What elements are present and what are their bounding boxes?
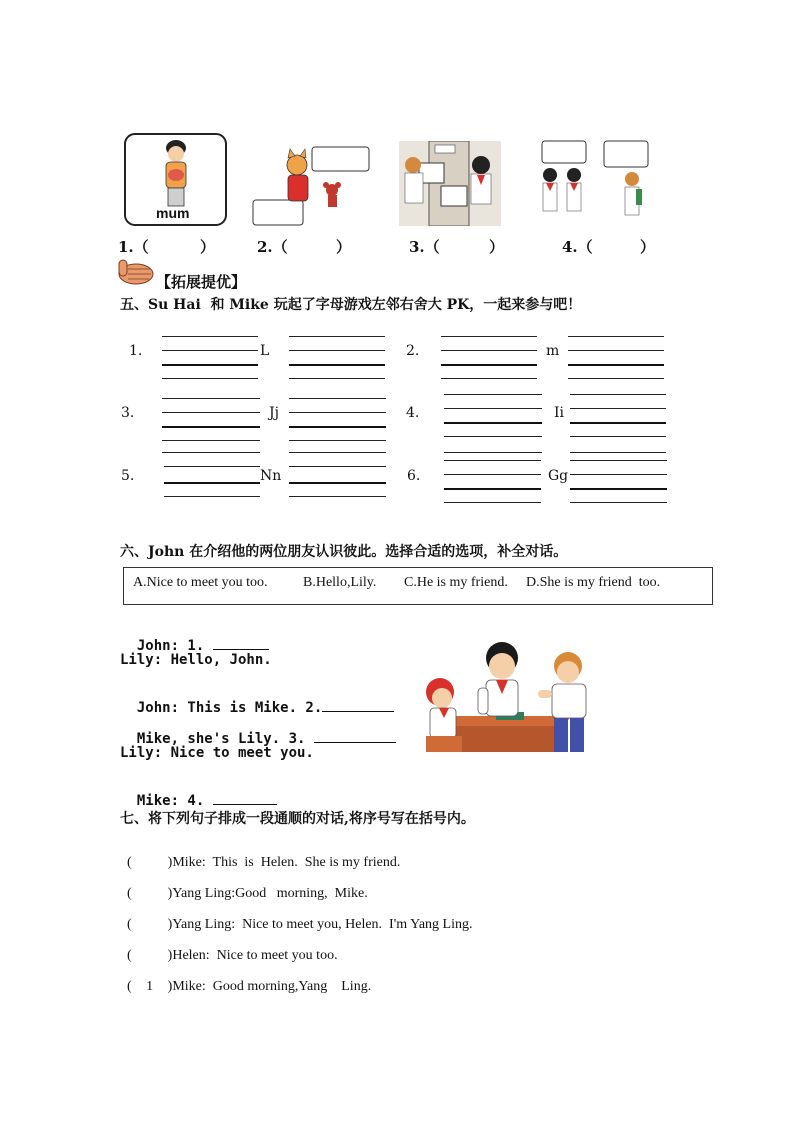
write-line[interactable] (162, 378, 258, 379)
write-line[interactable] (164, 496, 260, 497)
write-line[interactable] (289, 350, 385, 351)
write-line[interactable] (289, 440, 386, 441)
write-line[interactable] (162, 364, 258, 366)
order-answer-slot[interactable]: 1 (146, 979, 154, 994)
answer-blank[interactable] (213, 792, 277, 805)
picture-3-close: ） (489, 238, 505, 256)
write-line[interactable] (162, 398, 260, 399)
write-line[interactable] (441, 378, 537, 379)
write-line[interactable] (289, 336, 385, 337)
write-line[interactable] (444, 422, 542, 424)
item-number: 5. (121, 468, 135, 484)
write-line[interactable] (162, 412, 260, 413)
write-line[interactable] (164, 482, 260, 484)
option-d: D.She is my friend too. (526, 575, 661, 590)
picture-4-two-girls-boy (536, 139, 652, 227)
answer-blank[interactable] (213, 637, 269, 650)
dialogue-line-6: Mike: 4. (120, 776, 277, 809)
picture-4-number: 4.（ (562, 238, 593, 256)
write-line[interactable] (570, 436, 666, 437)
item-letter: Gg (548, 468, 569, 484)
write-line[interactable] (568, 350, 664, 351)
option-c: C.He is my friend. (404, 575, 508, 590)
order-line-4: ( )Helen: Nice to meet you too. (127, 948, 338, 963)
item-letter: Jj (269, 405, 279, 421)
write-line[interactable] (570, 488, 667, 490)
write-line[interactable] (441, 350, 537, 351)
picture-2-cat-mouse (252, 145, 372, 227)
section6-title: 六、John 在介绍他的两位朋友认识彼此。选择合适的选项，补全对话。 (120, 544, 568, 560)
item-letter: Ii (554, 405, 565, 421)
write-line[interactable] (162, 336, 258, 337)
option-a: A.Nice to meet you too. (133, 575, 268, 590)
dialogue-line-4: Mike, she's Lily. 3. (120, 714, 396, 747)
write-line[interactable] (444, 452, 542, 453)
write-line[interactable] (568, 378, 664, 379)
thumbs-up-icon (110, 256, 156, 286)
section5-title: 五、Su Hai 和 Mike 玩起了字母游戏左邻右舍大 PK，一起来参与吧！ (120, 297, 582, 313)
dialogue-line-5: Lily: Nice to meet you. (120, 745, 314, 761)
write-line[interactable] (568, 364, 664, 366)
answer-blank[interactable] (322, 699, 394, 712)
dialogue-line-3: John: This is Mike. 2. (120, 683, 394, 716)
write-line[interactable] (570, 474, 667, 475)
item-number: 6. (407, 468, 421, 484)
write-line[interactable] (289, 426, 386, 428)
write-line[interactable] (444, 436, 542, 437)
order-line-2: ( )Yang Ling:Good morning, Mike. (127, 886, 368, 901)
picture-3-boy-girl-door (399, 141, 501, 226)
write-line[interactable] (444, 460, 541, 461)
item-letter: L (260, 343, 270, 359)
write-line[interactable] (441, 336, 537, 337)
item-letter: m (546, 343, 560, 359)
write-line[interactable] (444, 408, 542, 409)
write-line[interactable] (289, 378, 385, 379)
write-line[interactable] (289, 398, 386, 399)
item-number: 3. (121, 405, 135, 421)
dialogue-line-1: John: 1. (120, 621, 269, 654)
write-line[interactable] (570, 422, 666, 424)
write-line[interactable] (289, 482, 386, 484)
write-line[interactable] (162, 350, 258, 351)
item-number: 1. (129, 343, 143, 359)
picture-1-mum (124, 133, 227, 226)
order-line-5: ( 1 )Mike: Good morning,Yang Ling. (127, 979, 372, 994)
picture-2-number: 2.（ (257, 238, 288, 256)
write-line[interactable] (289, 364, 385, 366)
write-line[interactable] (570, 408, 666, 409)
picture-3-number: 3.（ (409, 238, 440, 256)
extension-title: 【拓展提优】 (156, 273, 247, 291)
write-line[interactable] (570, 394, 666, 395)
option-b: B.Hello,Lily. (303, 575, 377, 590)
write-line[interactable] (289, 412, 386, 413)
write-line[interactable] (289, 466, 386, 467)
write-line[interactable] (444, 394, 542, 395)
picture-2-close: ） (336, 238, 352, 256)
mum-label: mum (156, 205, 190, 221)
write-line[interactable] (162, 426, 260, 428)
write-line[interactable] (444, 502, 541, 503)
write-line[interactable] (441, 364, 537, 366)
picture-4-close: ） (640, 238, 656, 256)
item-number: 2. (406, 343, 420, 359)
write-line[interactable] (444, 474, 541, 475)
section7-title: 七、将下列句子排成一段通顺的对话,将序号写在括号内。 (120, 811, 475, 827)
order-line-1: ( )Mike: This is Helen. She is my friend. (127, 855, 401, 870)
write-line[interactable] (570, 452, 666, 453)
write-line[interactable] (289, 452, 386, 453)
write-line[interactable] (570, 460, 667, 461)
write-line[interactable] (289, 496, 386, 497)
answer-blank[interactable] (314, 730, 396, 743)
write-line[interactable] (568, 336, 664, 337)
dialogue-line-2: Lily: Hello, John. (120, 652, 272, 668)
item-number: 4. (406, 405, 420, 421)
write-line[interactable] (164, 466, 260, 467)
item-letter: Nn (260, 468, 282, 484)
picture-1-number: 1.（ (118, 238, 149, 256)
order-line-3: ( )Yang Ling: Nice to meet you, Helen. I'm Yang Ling. (127, 917, 473, 932)
write-line[interactable] (162, 452, 260, 453)
write-line[interactable] (162, 440, 260, 441)
picture-1-close: ） (200, 238, 216, 256)
picture-three-children (412, 640, 604, 755)
write-line[interactable] (444, 488, 541, 490)
write-line[interactable] (570, 502, 667, 503)
